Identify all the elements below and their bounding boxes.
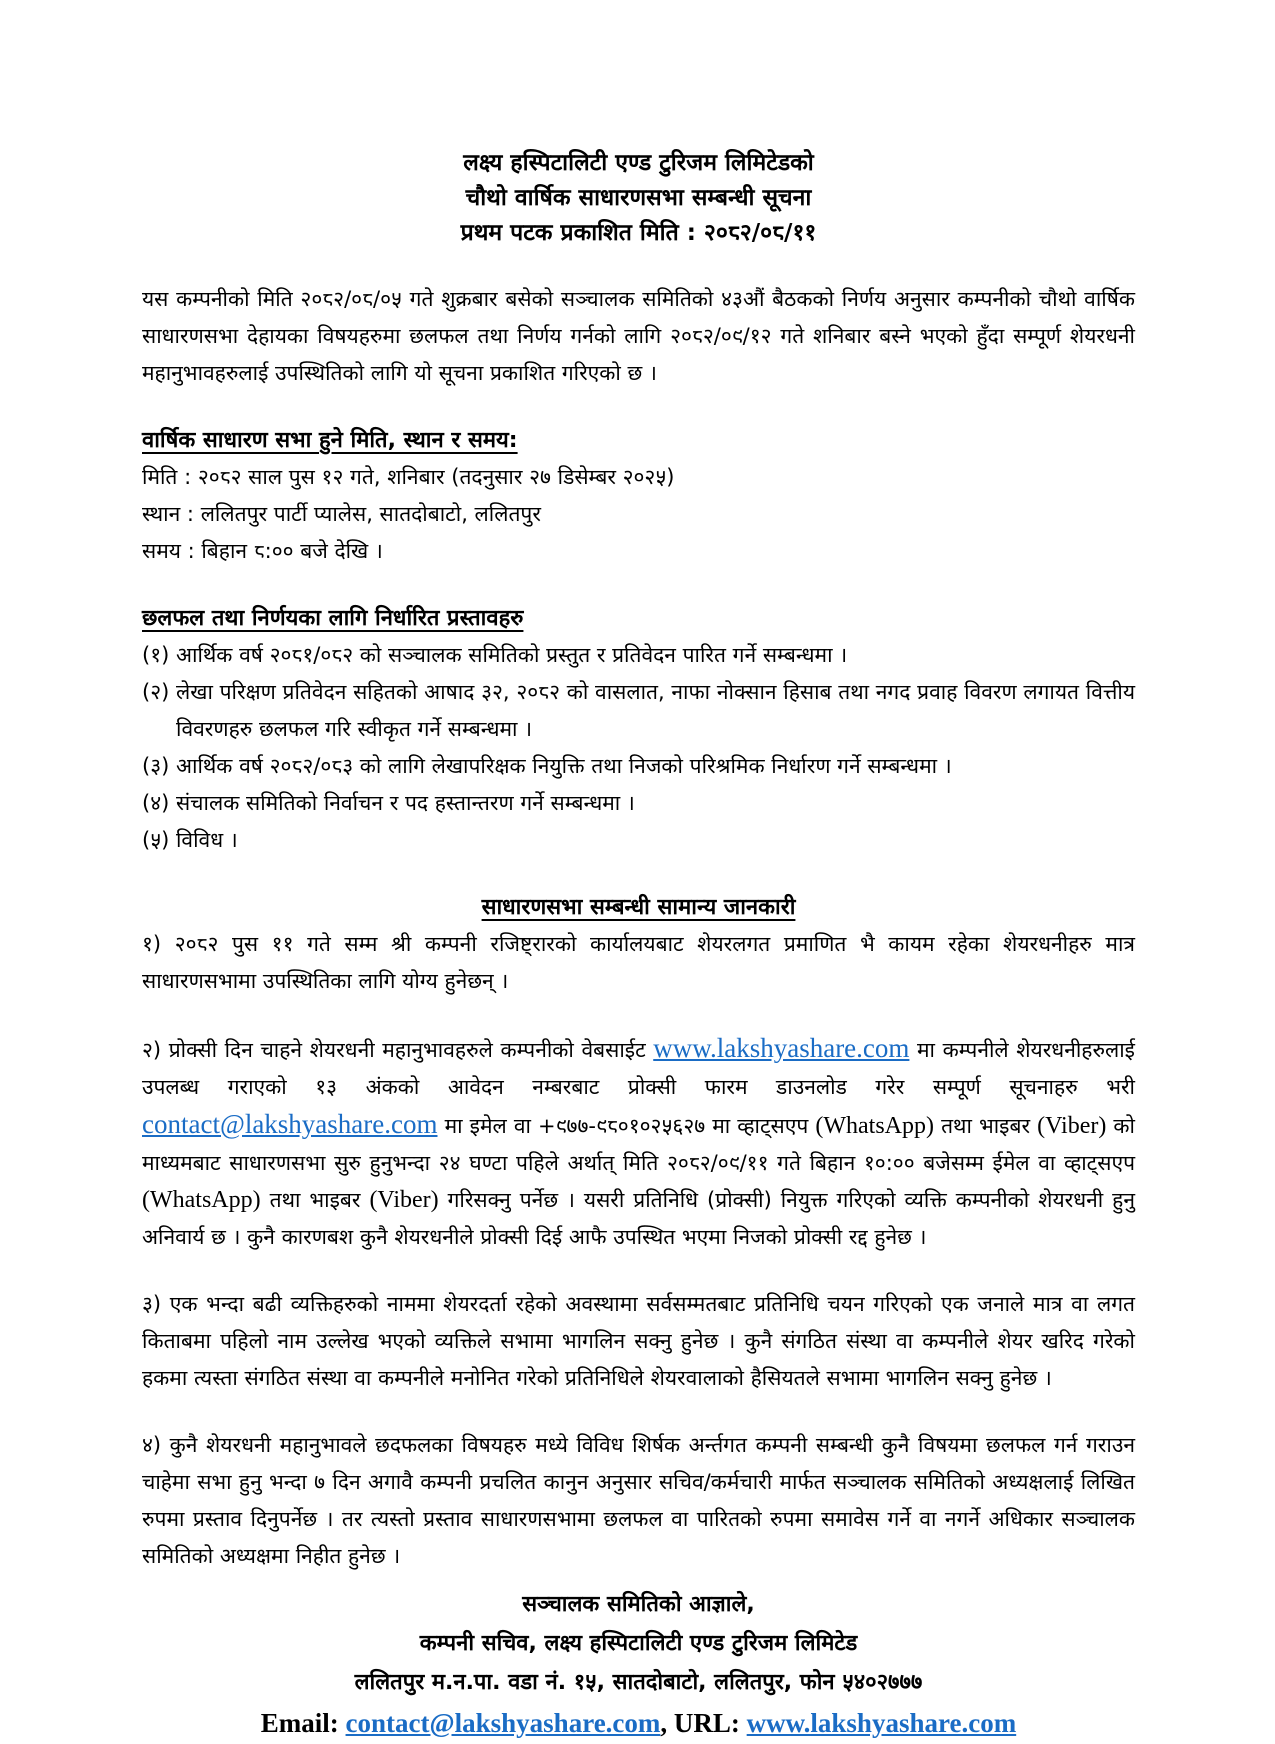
- address-phone-line: ललितपुर म.न.पा. वडा नं. १५, सातदोबाटो, ललितपुर, फोन ५४०२७७७: [354, 1670, 923, 1695]
- info-item-3: ३) एक भन्दा बढी व्यक्तिहरुको नाममा शेयरदर्ता रहेको अवस्थामा सर्वसम्मतबाट प्रतिनिधि चयन गरिएको एक जनाले मात्र वा लगत किताबमा पहिलो नाम उल्लेख भएको व्यक्तिले सभामा भागलिन सक्नु हुनेछ । कुनै संगठित संस्था वा कम्पनीले शेयर खरिद गरेको हकमा त्यस्ता संगठित संस्था वा कम्पनीले मनोनित गरेको प्रतिनिधिले शेयरवालाको हैसियतले सभामा भागलिन सक्नु हुनेछ ।: [142, 1292, 1135, 1390]
- agenda-heading: छलफल तथा निर्णयका लागि निर्धारित प्रस्तावहरु: [142, 606, 524, 631]
- whatsapp-label: (WhatsApp): [815, 1113, 934, 1139]
- info-item-2: [142, 1030, 1135, 1256]
- info-item-4: ४) कुनै शेयरधनी महानुभावले छदफलका विषयहरु मध्ये विविध शिर्षक अर्न्तगत कम्पनी सम्बन्धी कुनै विषयमा छलफल गर्न गराउन चाहेमा सभा हुनु भन्दा ७ दिन अगावै कम्पनी प्रचलित कानुन अनुसार सचिव/कर्मचारी मार्फत सञ्चालक समितिको अध्यक्षलाई लिखित रुपमा प्रस्ताव दिनुपर्नेछ । तर त्यस्तो प्रस्ताव साधारणसभामा छलफल वा पारितको रुपमा समावेस गर्ने वा नगर्ने अधिकार सञ्चालक समितिको अध्यक्षमा निहीत हुनेछ ।: [142, 1433, 1135, 1568]
- spacer: [142, 859, 1135, 889]
- info-item-2-text: मा इमेल वा +९७७-९८०१०२५६२७ मा व्हाट्सएप: [437, 1114, 816, 1138]
- meeting-venue: स्थान : ललितपुर पार्टी प्यालेस, सातदोबाटो, ललितपुर: [142, 502, 541, 526]
- email-label: Email:: [260, 1708, 346, 1738]
- footer-url-link[interactable]: www.lakshyashare.com: [746, 1708, 1017, 1738]
- spacer: [142, 251, 1135, 281]
- info-item-2-text: २) प्रोक्सी दिन चाहने शेयरधनी महानुभावहरुले कम्पनीको वेबसाईट: [142, 1038, 654, 1062]
- agenda-item-4: (४) संचालक समितिको निर्वाचन र पद हस्तान्तरण गर्ने सम्बन्धमा ।: [142, 791, 635, 815]
- spacer: [142, 1256, 1135, 1286]
- spacer: [142, 1575, 1135, 1585]
- agenda-item-5: (५) विविध ।: [142, 828, 238, 852]
- notice-title-block: [142, 146, 1135, 251]
- info-item-2-text: गरिसक्नु पर्नेछ । यसरी प्रतिनिधि (प्रोक्सी) नियुक्त गरिएको व्यक्ति कम्पनीको शेयरधनी हुनु अनिवार्य छ । कुनै कारणबश कुनै शेयरधनीले प्रोक्सी दिई आफै उपस्थित भएमा निजको प्रोक्सी रद्द हुनेछ ।: [142, 1188, 1135, 1249]
- meeting-details-heading: वार्षिक साधारण सभा हुने मिति, स्थान र समय:: [142, 428, 518, 453]
- viber-label: (Viber): [1037, 1113, 1107, 1139]
- email-link[interactable]: contact@lakshyashare.com: [142, 1109, 438, 1139]
- agenda-item-1: (१) आर्थिक वर्ष २०८१/०८२ को सञ्चालक समितिको प्रस्तुत र प्रतिवेदन पारित गर्ने सम्बन्धमा ।: [142, 643, 848, 667]
- intro-paragraph: यस कम्पनीको मिति २०८२/०८/०५ गते शुक्रबार बसेको सञ्चालक समितिको ४३औं बैठकको निर्णय अनुसार कम्पनीको चौथो वार्षिक साधारणसभा देहायका विषयहरुमा छलफल तथा निर्णय गर्नको लागि २०८२/०९/१२ गते शनिबार बस्ने भएको हुँदा सम्पूर्ण शेयरधनी महानुभावहरुलाई उपस्थितिको लागि यो सूचना प्रकाशित गरिएको छ ।: [142, 287, 1135, 385]
- info-item-2-text: को माध्यमबाट साधारणसभा सुरु हुनुभन्दा २४ घण्टा पहिले अर्थात् मिति २०८२/०९/११ गते बिहान १०:०० बजेसम्म ईमेल वा व्हाट्सएप: [142, 1114, 1135, 1175]
- signature-block: [142, 1585, 1135, 1744]
- info-item-2-text: तथा भाइबर: [934, 1114, 1038, 1138]
- by-order-line: सञ्चालक समितिको आज्ञाले,: [522, 1592, 755, 1617]
- meeting-date: मिति : २०८२ साल पुस १२ गते, शनिबार (तदनुसार २७ डिसेम्बर २०२५): [142, 465, 675, 489]
- info-item-1: १) २०८२ पुस ११ गते सम्म श्री कम्पनी रजिष्ट्रारको कार्यालयबाट शेयरलगत प्रमाणित भै कायम रहेका शेयरधनीहरु मात्र साधारणसभामा उपस्थितिका लागि योग्य हुनेछन् ।: [142, 932, 1135, 993]
- meeting-time: समय : बिहान ८:०० बजे देखि ।: [142, 539, 383, 563]
- spacer: [142, 570, 1135, 600]
- general-info-heading: [142, 889, 1135, 926]
- company-name: लक्ष्य हस्पिटालिटी एण्ड टुरिजम लिमिटेडको: [463, 150, 814, 176]
- notice-subtitle: चौथो वार्षिक साधारणसभा सम्बन्धी सूचना: [465, 185, 812, 211]
- viber-label: (Viber): [369, 1187, 439, 1213]
- company-secretary-line: कम्पनी सचिव, लक्ष्य हस्पिटालिटी एण्ड टुरिजम लिमिटेड: [419, 1631, 858, 1656]
- info-item-2-text: मा कम्पनीले शेयरधनीहरुलाई उपलब्ध गराएको १३ अंकको आवेदन नम्बरबाट प्रोक्सी फारम डाउनलोड गरेर सम्पूर्ण सूचनाहरु भरी: [142, 1038, 1135, 1099]
- agenda-item-3: (३) आर्थिक वर्ष २०८२/०८३ को लागि लेखापरिक्षक नियुक्ति तथा निजको परिश्रमिक निर्धारण गर्ने सम्बन्धमा ।: [142, 754, 952, 778]
- contact-line: [142, 1702, 1135, 1744]
- agenda-item-2: (२) लेखा परिक्षण प्रतिवेदन सहितको आषाद ३२, २०८२ को वासलात, नाफा नोक्सान हिसाब तथा नगद प्रवाह विवरण लगायत वित्तीय विवरणहरु छलफल गरि स्वीकृत गर्ने सम्बन्धमा ।: [142, 680, 1135, 741]
- publish-date-line: प्रथम पटक प्रकाशित मिति : २०८२/०८/११: [460, 220, 817, 246]
- spacer: [142, 392, 1135, 422]
- general-info-heading-text: साधारणसभा सम्बन्धी सामान्य जानकारी: [481, 895, 796, 920]
- info-item-2-text: तथा भाइबर: [260, 1188, 370, 1212]
- footer-email-link[interactable]: contact@lakshyashare.com: [345, 1708, 661, 1738]
- spacer: [142, 1397, 1135, 1427]
- whatsapp-label: (WhatsApp): [142, 1187, 261, 1213]
- spacer: [142, 1000, 1135, 1030]
- url-label: , URL:: [660, 1708, 747, 1738]
- website-link[interactable]: www.lakshyashare.com: [653, 1033, 910, 1063]
